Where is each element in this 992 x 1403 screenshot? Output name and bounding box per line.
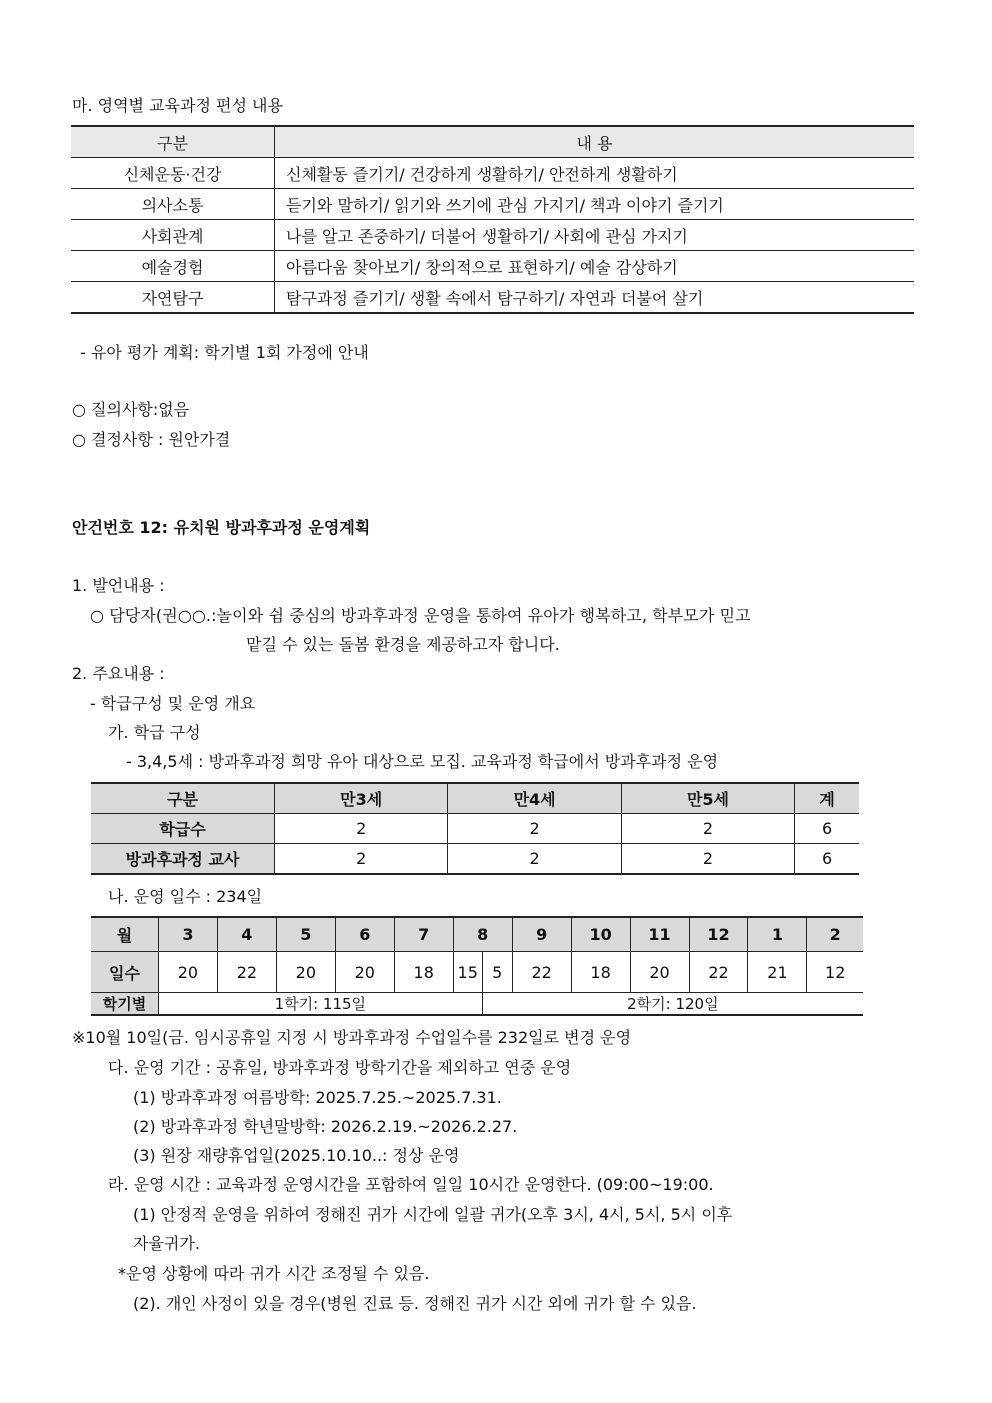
month-cell: 7 [394, 917, 453, 952]
days-cell: 22 [689, 952, 748, 993]
operating-days-table [91, 916, 863, 1016]
table-cell: 사회관계 [71, 220, 275, 251]
table-row [71, 189, 914, 220]
semester-row [91, 993, 863, 1016]
table-cell: 2 [621, 844, 794, 875]
days-row [91, 952, 863, 993]
table-header-cell: 만5세 [621, 783, 794, 814]
table-row [91, 814, 859, 844]
table-cell: 듣기와 말하기/ 읽기와 쓰기에 관심 가지기/ 책과 이야기 즐기기 [275, 189, 915, 220]
table-cell: 신체운동·건강 [71, 158, 275, 189]
days-cell: 5 [482, 952, 512, 993]
days-cell: 20 [158, 952, 217, 993]
row-header: 학급수 [91, 814, 275, 844]
table-cell: 탐구과정 즐기기/ 생활 속에서 탐구하기/ 자연과 더불어 살기 [275, 282, 915, 314]
table-row [71, 251, 914, 282]
month-cell: 11 [630, 917, 689, 952]
table-row [71, 158, 914, 189]
month-cell: 12 [689, 917, 748, 952]
table-header-row [91, 783, 859, 814]
table-cell: 6 [795, 844, 859, 875]
table-header-cell: 구분 [91, 783, 275, 814]
month-cell: 2 [807, 917, 863, 952]
days-cell: 20 [276, 952, 335, 993]
table-cell: 2 [448, 844, 621, 875]
days-cell: 18 [394, 952, 453, 993]
table-cell: 예술경험 [71, 251, 275, 282]
table-cell: 신체활동 즐기기/ 건강하게 생활하기/ 안전하게 생활하기 [275, 158, 915, 189]
remarks-heading: 1. 발언내용 : [72, 576, 165, 595]
month-cell: 6 [335, 917, 394, 952]
main-heading: 2. 주요내용 : [72, 664, 165, 683]
section-ga-detail: - 3,4,5세 : 방과후과정 희망 유아 대상으로 모집. 교육과정 학급에서 방과후과정 운영 [126, 752, 719, 771]
month-cell: 1 [748, 917, 807, 952]
month-cell: 5 [276, 917, 335, 952]
section-ga: 가. 학급 구성 [108, 723, 201, 742]
days-cell: 20 [630, 952, 689, 993]
agenda-title: 안건번호 12: 유치원 방과후과정 운영계획 [72, 518, 371, 537]
days-cell: 15 [453, 952, 482, 993]
month-cell: 9 [512, 917, 571, 952]
month-cell: 8 [453, 917, 512, 952]
da-item: (1) 방과후과정 여름방학: 2025.7.25.~2025.7.31. [133, 1088, 502, 1107]
decision: ○ 결정사항 : 원안가결 [72, 430, 231, 449]
table-row [91, 844, 859, 875]
table-header-row [71, 126, 914, 158]
section-na: 나. 운영 일수 : 234일 [108, 887, 263, 906]
table-header-cell: 내 용 [275, 126, 915, 158]
semester-2-cell: 2학기: 120일 [482, 993, 863, 1016]
holiday-note: ※10월 10일(금. 임시공휴일 지정 시 방과후과정 수업일수를 232일로 변경 운영 [72, 1028, 632, 1047]
days-cell: 22 [512, 952, 571, 993]
month-cell: 3 [158, 917, 217, 952]
remarks-line-1: ○ 담당자(권○○.:놀이와 쉼 중심의 방과후과정 운영을 통하여 유아가 행복하고, 학부모가 믿고 [90, 606, 751, 625]
table-cell: 6 [795, 814, 859, 844]
section-da-title: 다. 운영 기간 : 공휴일, 방과후과정 방학기간을 제외하고 연중 운영 [108, 1058, 572, 1077]
table-cell: 2 [448, 814, 621, 844]
table-row [71, 220, 914, 251]
row-header: 월 [91, 917, 158, 952]
days-cell: 21 [748, 952, 807, 993]
days-cell: 20 [335, 952, 394, 993]
table-cell: 의사소통 [71, 189, 275, 220]
table-cell: 2 [275, 844, 448, 875]
questions: ○ 질의사항:없음 [72, 400, 190, 419]
da-item: (3) 원장 재량휴업일(2025.10.10..: 정상 운영 [133, 1146, 460, 1165]
table-cell: 아름다움 찾아보기/ 창의적으로 표현하기/ 예술 감상하기 [275, 251, 915, 282]
class-table [91, 782, 859, 875]
section-ma-title: 마. 영역별 교육과정 편성 내용 [72, 96, 283, 115]
table-cell: 2 [275, 814, 448, 844]
table-header-cell: 만4세 [448, 783, 621, 814]
eval-plan: - 유아 평가 계획: 학기별 1회 가정에 안내 [80, 343, 369, 362]
row-header: 일수 [91, 952, 158, 993]
row-header: 학기별 [91, 993, 158, 1016]
days-cell: 12 [807, 952, 863, 993]
overview: - 학급구성 및 운영 개요 [90, 694, 256, 713]
month-cell: 10 [571, 917, 630, 952]
remarks-line-2: 맡길 수 있는 돌봄 환경을 제공하고자 합니다. [246, 635, 560, 654]
ra-note: *운영 상황에 따라 귀가 시간 조정될 수 있음. [118, 1264, 430, 1283]
table-header-cell: 구분 [71, 126, 275, 158]
table-header-cell: 만3세 [275, 783, 448, 814]
table-header-cell: 계 [795, 783, 859, 814]
month-cell: 4 [217, 917, 276, 952]
row-header: 방과후과정 교사 [91, 844, 275, 875]
table-row [71, 282, 914, 314]
days-cell: 22 [217, 952, 276, 993]
table-cell: 2 [621, 814, 794, 844]
section-ra-title: 라. 운영 시간 : 교육과정 운영시간을 포함하여 일일 10시간 운영한다. (09:00~19:00. [108, 1175, 714, 1194]
ra-item-1-line-2: 자율귀가. [133, 1234, 200, 1253]
da-item: (2) 방과후과정 학년말방학: 2026.2.19.~2026.2.27. [133, 1117, 518, 1136]
semester-1-cell: 1학기: 115일 [158, 993, 482, 1016]
days-cell: 18 [571, 952, 630, 993]
ra-item-1-line-1: (1) 안정적 운영을 위하여 정해진 귀가 시간에 일괄 귀가(오후 3시, 4시, 5시, 5시 이후 [133, 1205, 733, 1224]
ra-item-2: (2). 개인 사정이 있을 경우(병원 진료 등. 정해진 귀가 시간 외에 귀가 할 수 있음. [133, 1294, 697, 1313]
table-cell: 자연탐구 [71, 282, 275, 314]
month-row [91, 917, 863, 952]
table-cell: 나를 알고 존중하기/ 더불어 생활하기/ 사회에 관심 가지기 [275, 220, 915, 251]
curriculum-table [71, 125, 914, 314]
